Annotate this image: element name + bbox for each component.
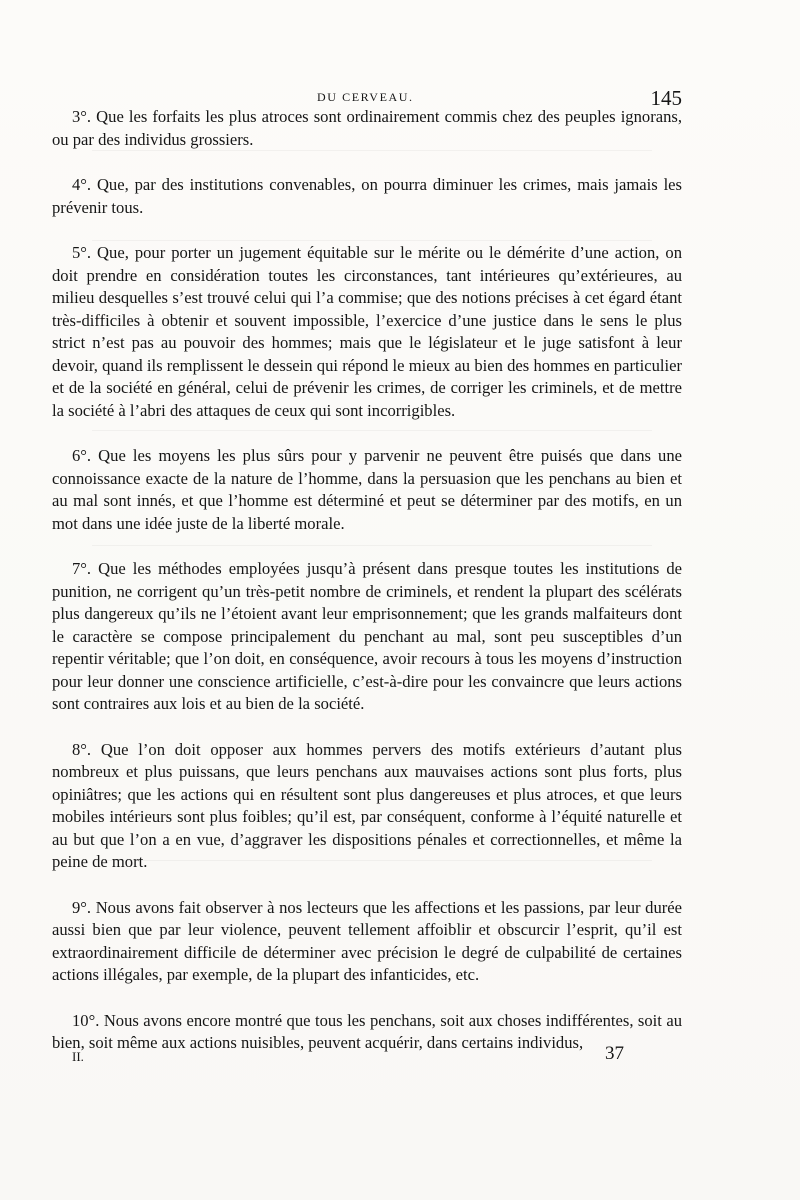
signature-number: 37 [605, 1043, 624, 1064]
body-text [52, 106, 682, 1055]
paragraph-8: 8°. Que l’on doit opposer aux hommes pervers des motifs extérieurs d’autant plus nombreux et plus puissans, que leurs penchans aux mauvaises actions sont plus forts, plus opiniâtres; que les actions qui en résultent sont plus dangereuses et plus atroces, et que leurs mobiles intérieurs sont plus foibles; qu’il est, par conséquent, conforme à l’équité naturelle et au but que l’on a en vue, d’aggraver les dispositions pénales et correctionnelles, et même la peine de mort. [52, 739, 682, 871]
paragraph-6: 6°. Que les moyens les plus sûrs pour y parvenir ne peuvent être puisés que dans une connoissance exacte de la nature de l’homme, dans la persuasion que les penchans au bien et au mal sont innés, et que l’homme est déterminé et peut se déterminer par des motifs, en un mot dans une idée juste de la liberté morale. [52, 446, 682, 533]
paragraph-3: 3°. Que les forfaits les plus atroces sont ordinairement commis chez des peuples ignorans, ou par des individus grossiers. [52, 107, 682, 149]
signature-mark: II. [72, 1049, 84, 1064]
paragraph-5: 5°. Que, pour porter un jugement équitable sur le mérite ou le démérite d’une action, on doit prendre en considération toutes les circonstances, tant intérieures qu’extérieures, au milieu desquelles s’est trouvé celui qui l’a commise; que des notions précises à cet égard étant très-difficiles à obtenir et souvent impossible, l’exercice d’une justice dans le sens le plus strict n’est pas au pouvoir des hommes; mais que le législateur et le juge satisfont à leur devoir, quand ils remplissent le dessein qui répond le mieux au bien des hommes en particulier et de la société en général, celui de prévenir les crimes, de corriger les criminels, et de mettre la société à l’abri des attaques de ceux qui sont incorrigibles. [52, 243, 682, 420]
paragraph-9: 9°. Nous avons fait observer à nos lecteurs que les affections et les passions, par leur durée aussi bien que par leur violence, peuvent tellement affoiblir et obscurcir l’esprit, qu’il est extraordinairement difficile de déterminer avec précision le degré de culpabilité de certaines actions illégales, par exemple, de la plupart des infanticides, etc. [52, 897, 682, 984]
paragraph-7: 7°. Que les méthodes employées jusqu’à présent dans presque toutes les institutions de punition, ne corrigent qu’un très-petit nombre de criminels, et rendent la plupart des scélérats plus dangereux qu’ils ne l’étoient avant leur emprisonnement; que les grands malfaiteurs dont le caractère se compose principalement du penchant au mal, sont peu susceptibles d’un repentir véritable; que l’on doit, en conséquence, avoir recours à tous les moyens d’instruction pour leur donner une conscience artificielle, c’est-à-dire pour les convaincre que leurs actions sont contraires aux lois et au bien de la société. [52, 559, 682, 713]
page-footer [72, 1043, 624, 1073]
paragraph-4: 4°. Que, par des institutions convenables, on pourra diminuer les crimes, mais jamais les prévenir tous. [52, 175, 682, 217]
page-number: 145 [650, 86, 682, 110]
paragraph-10: 10°. Nous avons encore montré que tous les penchans, soit aux choses indifférentes, soit au bien, soit même aux actions nuisibles, peuvent acquérir, dans certains individus, [52, 1010, 682, 1052]
running-head: DU CERVEAU. [317, 90, 414, 104]
